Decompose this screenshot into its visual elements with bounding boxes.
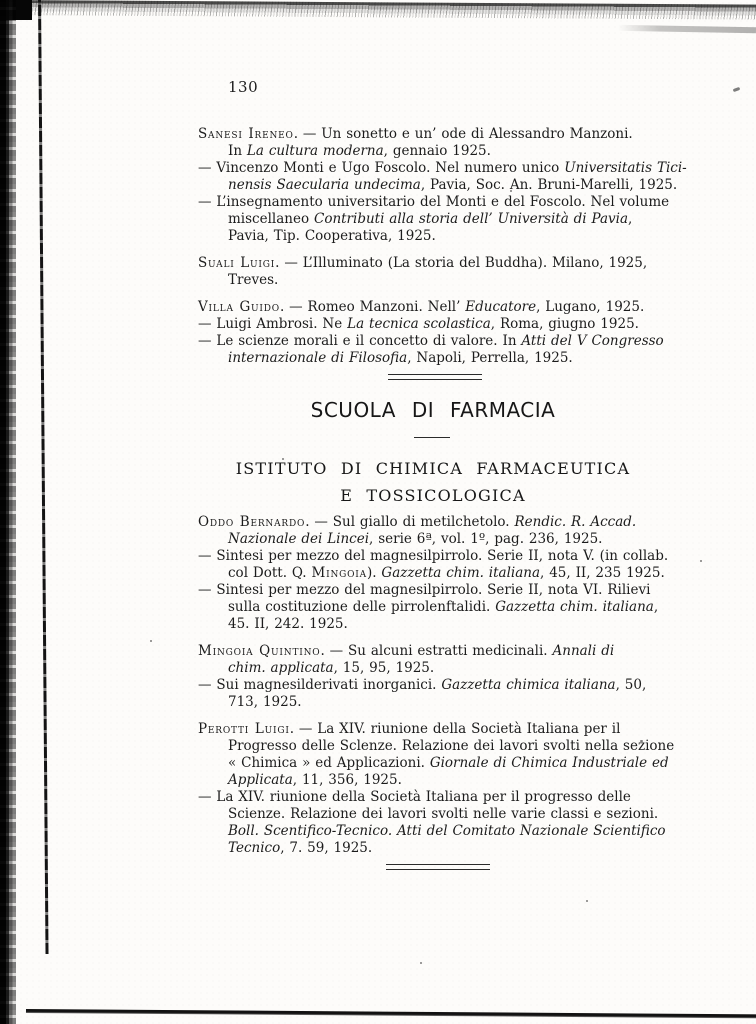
text-segment: — Sintesi per mezzo del magnesilpirrolo. Serie II, nota V. (in collab. [198, 548, 669, 564]
text-segment: , [628, 211, 633, 227]
text-segment: Annali di [552, 643, 615, 659]
bibliography-entry [198, 333, 672, 367]
text-segment: Nazionale dei Lincei [228, 531, 370, 547]
entry-line [198, 755, 672, 772]
text-segment: . — Un sonetto e un’ ode di Alessandro Manzoni. [293, 126, 633, 142]
text-segment: , Lugano, 1925. [536, 299, 645, 315]
entry-line [198, 548, 672, 565]
entry-line [198, 694, 672, 711]
entry-line [198, 616, 672, 633]
text-segment: , [653, 599, 659, 615]
entry-line [198, 228, 672, 245]
bibliography-entry [198, 643, 672, 677]
text-segment: Perotti Luigi [198, 721, 290, 737]
scan-streak-top-right [618, 25, 756, 33]
bibliography-entry [198, 255, 672, 289]
entry-line [198, 840, 672, 857]
text-segment: Universitatis Tici- [564, 160, 687, 176]
text-segment: internazionale di Filosofia [228, 350, 408, 366]
bibliography-entry [198, 299, 672, 316]
entry-line [198, 531, 672, 548]
entry-line [198, 272, 672, 289]
text-segment: La tecnica scolastica [347, 316, 491, 332]
entry-line [198, 599, 672, 616]
section-heading: SCUOLA DI FARMACIA [310, 398, 556, 422]
text-segment: sulla costituzione delle pirrolenftalidi. [228, 599, 496, 615]
bibliography-entry [198, 514, 672, 548]
text-segment: Villa Guido [198, 299, 280, 315]
text-segment: , 7. 59, 1925. [280, 840, 373, 856]
text-segment: , Pavia, Soc. An. Bruni-Marelli, 1925. [420, 177, 678, 193]
scan-speck [700, 560, 702, 562]
heading-rule [414, 437, 450, 438]
text-segment: — Vincenzo Monti e Ugo Foscolo. Nel numero unico [198, 160, 565, 176]
text-segment: nensis Saecularia undecima [228, 177, 421, 193]
bibliography-entry [198, 582, 672, 633]
text-segment: Scienze. Relazione dei lavori svolti nelle varie classi e sezioni. [228, 806, 659, 822]
subsection-line1: ISTITUTO DI CHIMICA FARMACEUTICA [235, 459, 631, 478]
scan-speck [150, 640, 152, 642]
text-segment: Suali Luigi [198, 255, 276, 271]
text-segment: Gazzetta chim. italiana [495, 599, 654, 615]
text-segment: . — Romeo Manzoni. Nell’ [279, 299, 466, 315]
page-number: 130 [228, 78, 259, 96]
binding-shadow-left [0, 0, 16, 1024]
entry-line [198, 660, 672, 677]
text-segment: Oddo Bernardo [198, 514, 306, 530]
text-segment: Sanesi Ireneo [198, 126, 294, 142]
entry-line [198, 316, 672, 333]
scan-speck [733, 87, 741, 92]
text-segment: . — La XIV. riunione della Società Italiana per il [289, 721, 621, 737]
text-segment: Tecnico [228, 840, 281, 856]
text-segment: , gennaio 1925. [383, 143, 491, 159]
text-segment: — Sui magnesilderivati inorganici. [198, 677, 442, 693]
text-segment: Rendic. R. Accad. [514, 514, 637, 530]
page-edge-line-left [38, 0, 49, 954]
entry-line [198, 565, 672, 582]
text-segment: , 15, 95, 1925. [333, 660, 435, 676]
text-segment: 713, 1925. [228, 694, 302, 710]
entry-line [198, 514, 672, 531]
text-segment: Progresso delle Sclenze. Relazione dei lavori svolti nella sezione [228, 738, 675, 754]
text-segment: Pavia, Tip. Cooperativa, 1925. [228, 228, 436, 244]
end-divider [386, 864, 490, 870]
bibliography-entry [198, 721, 675, 789]
entry-line [198, 160, 687, 177]
text-segment: — La XIV. riunione della Società Italiana per il progresso delle [198, 789, 631, 805]
entry-line [198, 582, 672, 599]
entry-line [198, 721, 672, 738]
text-segment: . — L’Illuminato (La storia del Buddha). Milano, 1925, [275, 255, 648, 271]
bibliography-entry [198, 194, 672, 245]
text-segment: miscellaneo [228, 211, 314, 227]
entry-line [198, 255, 672, 272]
entry-line [198, 177, 678, 194]
text-segment: Giornale di Chimica Industriale ed [429, 755, 669, 771]
text-segment: « Chimica » ed Applicazioni. [228, 755, 430, 771]
entry-line [198, 823, 672, 840]
bibliography-top [198, 126, 687, 367]
bibliography-entry [198, 548, 672, 582]
entry-line [198, 677, 672, 694]
entry-line [198, 806, 672, 823]
text-segment: In [228, 143, 247, 159]
subsection-line2: E TOSSICOLOGICA [340, 486, 526, 505]
text-segment: Contributi alla storia dell’ Università di Pavia [313, 211, 629, 227]
scan-speck [420, 962, 422, 964]
text-segment: La cultura moderna [246, 143, 384, 159]
entry-line [198, 789, 672, 806]
text-segment: chim. applicata [228, 660, 334, 676]
text-segment: Mingoia Quintino [198, 643, 321, 659]
scan-noise-top [0, 0, 756, 20]
section-divider [388, 374, 482, 380]
text-segment: . — Sul giallo di metilchetolo. [305, 514, 515, 530]
entry-line [198, 211, 672, 228]
text-segment: Gazzetta chim. italiana [381, 565, 541, 581]
subsection-heading [198, 455, 668, 509]
text-segment: — Sintesi per mezzo del magnesilpirrolo. Serie II, nota VI. Rilievi [198, 582, 651, 598]
bibliography-entry [198, 789, 672, 857]
entry-line [198, 738, 675, 755]
text-segment: Atti del V Congresso [521, 333, 664, 349]
text-segment: — Luigi Ambrosi. Ne [198, 316, 348, 332]
text-segment: Gazzetta chimica italiana [441, 677, 616, 693]
text-segment: 45. II, 242. 1925. [228, 616, 348, 632]
scan-speck [586, 900, 588, 902]
page-edge-line-bottom [26, 1009, 756, 1018]
text-segment: ). [366, 565, 382, 581]
bibliography-pharmacy [198, 514, 675, 857]
text-segment: , 50, [615, 677, 647, 693]
bibliography-entry [198, 160, 687, 194]
entry-line [198, 643, 672, 660]
entry-line [198, 333, 672, 350]
text-segment: , Napoli, Perrella, 1925. [407, 350, 573, 366]
bibliography-entry [198, 126, 672, 160]
text-segment: . — Su alcuni estratti medicinali. [320, 643, 553, 659]
text-segment: , 11, 356, 1925. [292, 772, 402, 788]
text-segment: Boll. Scentifico-Tecnico. Atti del Comitato Nazionale Scientifico [228, 823, 666, 839]
text-segment: , 45, II, 235 1925. [540, 565, 665, 581]
entry-line [198, 126, 672, 143]
entry-line [198, 350, 672, 367]
text-segment: , Roma, giugno 1925. [490, 316, 639, 332]
entry-line [198, 772, 672, 789]
text-segment: — Le scienze morali e il concetto di valore. In [198, 333, 522, 349]
entry-line [198, 194, 672, 211]
text-segment: col Dott. Q. [228, 565, 312, 581]
entry-line [198, 143, 672, 160]
text-segment: , serie 6ª, vol. 1º, pag. 236, 1925. [369, 531, 603, 547]
text-segment: Educatore [465, 299, 537, 315]
bibliography-entry [198, 677, 672, 711]
text-segment: Mingoia [311, 565, 367, 581]
text-segment: — L’insegnamento universitario del Monti e del Foscolo. Nel volume [198, 194, 670, 210]
bibliography-entry [198, 316, 672, 333]
text-segment: Applicata [228, 772, 293, 788]
text-segment: Treves. [228, 272, 279, 288]
entry-line [198, 299, 672, 316]
